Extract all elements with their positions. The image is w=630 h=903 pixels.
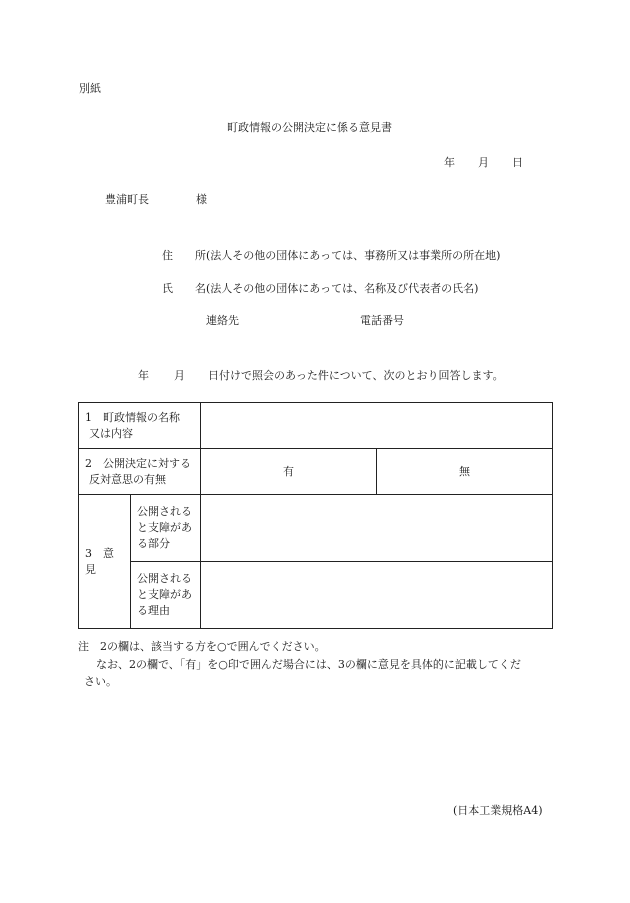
body-sentence: 日付けで照会のあった件について、次のとおり回答します。 [208,369,504,382]
body-month-label: 月 [174,369,185,382]
row3b-label-cell [131,562,201,629]
note-line1: 注 2の欄は、該当する方を○で囲んでください。 [78,640,326,653]
addressee-honorific: 様 [196,193,207,206]
date-year-label: 年 [444,156,455,169]
phone-label: 電話番号 [360,314,404,327]
row3b-value-cell[interactable] [201,562,553,629]
date-month-label: 月 [478,156,489,169]
row3a-label-line1: 公開される [137,505,192,519]
attachment-label: 別紙 [79,82,101,95]
table-row-opinion-part [79,495,553,562]
opinion-form-table [78,402,553,629]
contact-label: 連絡先 [206,314,239,327]
objection-yes-option[interactable]: 有 [201,449,377,495]
row1-label-line1: 1 町政情報の名称 [85,410,180,424]
row1-label-cell [79,403,201,449]
body-year-label: 年 [138,369,149,382]
note-line3: さい。 [84,675,117,689]
name-label: 氏 名(法人その他の団体にあっては、名称及び代表者の氏名) [162,282,479,295]
addressee-name: 豊浦町長 [105,193,149,206]
row3a-label-cell [131,495,201,562]
row3b-label-line3: る理由 [137,603,170,617]
note-line2: なお、2の欄で、「有」を○印で囲んだ場合には、3の欄に意見を具体的に記載してくだ [96,657,521,671]
row2-label-line2: 反対意思の有無 [89,472,166,486]
paper-standard-label: (日本工業規格A4) [453,804,543,817]
row3a-value-cell[interactable] [201,495,553,562]
table-row-objection [79,449,553,495]
objection-no-option[interactable]: 無 [377,449,553,495]
address-label: 住 所(法人その他の団体にあっては、事務所又は事業所の所在地) [162,249,501,262]
row3a-label-line3: る部分 [137,536,170,550]
document-title: 町政情報の公開決定に係る意見書 [227,121,392,134]
table-row-opinion-reason [79,562,553,629]
notes-section [78,638,558,691]
row3a-label-line2: と支障があ [137,521,192,535]
date-day-label: 日 [512,156,523,169]
row3-label-cell: 3 意見 [79,495,131,629]
row3b-label-line1: 公開される [137,572,192,586]
row2-label-cell [79,449,201,495]
row1-label-line2: 又は内容 [89,426,133,440]
row2-label-line1: 2 公開決定に対する [85,456,191,470]
table-row-info-name [79,403,553,449]
row3b-label-line2: と支障があ [137,588,192,602]
row1-value-cell[interactable] [201,403,553,449]
